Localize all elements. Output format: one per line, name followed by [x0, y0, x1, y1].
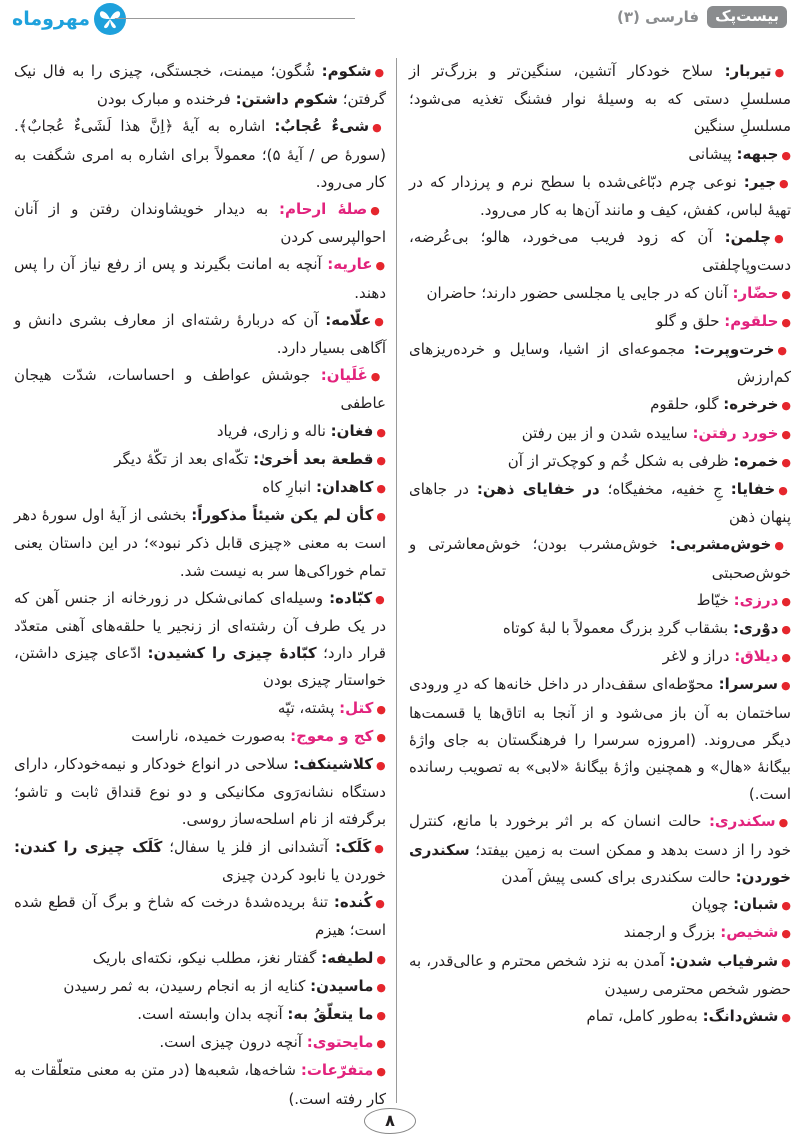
bullet-icon: ● [781, 455, 791, 469]
glossary-entry [409, 420, 791, 448]
column-divider [396, 58, 397, 1103]
bullet-icon: ● [376, 730, 386, 744]
entry-definition: آتشدانی از فلز یا سفال؛ [169, 837, 329, 856]
entry-term: خفایا: [730, 480, 776, 499]
entry-definition: پیشانی [688, 144, 732, 163]
glossary-entry [409, 671, 791, 808]
entry-definition: مجموعه‌ای از اشیا، وسایل و خرده‌ریزهای کم‌ارزش [409, 340, 791, 387]
entry-term: شرفیاب شدن: [669, 951, 779, 970]
entry-definition: به‌طور کامل، تمام [586, 1006, 698, 1025]
glossary-entry [14, 1057, 386, 1112]
entry-term: کأن لم یکن شیئاً مذکوراً: [191, 506, 374, 525]
entry-term: دوْری: [732, 619, 779, 638]
entry-term: کلاشینکف: [293, 755, 373, 774]
entry-definition: شاخه‌ها، شعبه‌ها (در متن به معنی متعلّقات به کار رفته است.) [14, 1061, 386, 1108]
entry-definition: سلاحی در انواع خودکار و نیمه‌خودکار، دارای دستگاه نشانه‌رَوی مکانیکی و دو نوع قنداق ثابت و تاشو؛ برگرفته از نام اسلحه‌ساز روسی. [14, 755, 386, 829]
entry-definition: آنچه درون چیزی است. [159, 1033, 302, 1052]
glossary-entry [409, 531, 791, 586]
glossary-entry [409, 643, 791, 671]
bullet-icon: ● [372, 121, 386, 135]
publisher-logo [12, 3, 126, 35]
entry-definition: حالت انسان که بر اثر برخورد با مانع، کنترل خود را از دست بدهد و ممکن است به زمین بیفتد؛ [409, 812, 791, 859]
glossary-entry [409, 891, 791, 919]
butterfly-icon [94, 3, 126, 35]
entry-term: شش‌دانگ: [702, 1006, 779, 1025]
entry-definition: گفتار نغز، مطلب نیکو، نکته‌ای باریک [92, 948, 317, 967]
glossary-column-left [14, 58, 386, 1113]
glossary-entry [14, 251, 386, 306]
bullet-icon: ● [375, 592, 386, 606]
entry-definition: آنچه به امانت بگیرند و پس از رفع نیاز آن را پس دهند. [14, 255, 386, 302]
glossary-entry [14, 695, 386, 723]
entry-definition: گلو، حلقوم [650, 395, 719, 414]
entry-definition: خیّاط [696, 590, 729, 609]
bullet-icon: ● [376, 1008, 386, 1022]
bullet-icon: ● [376, 510, 386, 524]
glossary-entry [409, 336, 791, 391]
glossary-entry [409, 141, 791, 169]
bullet-icon: ● [774, 539, 791, 553]
bullet-icon: ● [781, 399, 791, 413]
entry-definition: سلاح خودکار آتشین، سنگین‌تر و بزرگ‌تر از مسلسلِ دستی که به وسیلهٔ نوار فشنگ تغذیه می‌شود؛ مسلسلِ سنگین [409, 62, 791, 136]
bullet-icon: ● [781, 899, 791, 913]
glossary-entry [14, 446, 386, 474]
logo-text: مهروماه [12, 8, 91, 30]
entry-definition: آن که زود فریب می‌خورد، هالو؛ بی‌عُرضه، دست‌وپاچلفتی [409, 228, 791, 275]
entry-definition: دراز و لاغر [662, 647, 730, 666]
glossary-column-right [409, 58, 791, 1031]
entry-term: خمره: [733, 451, 779, 470]
entry-definition: اشاره به آیهٔ ﴿اِنَّ هذا لَشَیءٌ عُجابٌ﴾. (سورهٔ ص / آیهٔ ۵)؛ معمولاً برای اشاره به امری شگفت به کار می‌رود. [14, 117, 386, 191]
entry-definition: جِ خفیه، مخفیگاه؛ [607, 480, 723, 499]
bullet-icon: ● [781, 427, 791, 441]
glossary-entry [409, 169, 791, 224]
entry-term: ماسیدن: [310, 976, 374, 995]
entry-term: لطیفه: [321, 948, 374, 967]
glossary-entry [14, 502, 386, 585]
entry-term: کَلَک: [335, 837, 372, 856]
entry-term: متفرّعات: [300, 1061, 374, 1080]
glossary-entry [409, 615, 791, 643]
entry-subdefinition: خوردن یا نابود کردن چیزی [221, 865, 386, 884]
entry-subterm: در خفایای ذهن: [476, 480, 600, 499]
bullet-icon: ● [781, 315, 791, 329]
glossary-entry [14, 834, 386, 889]
glossary-entry [14, 751, 386, 834]
entry-definition: حلق و گلو [656, 311, 720, 330]
glossary-entry [14, 1001, 386, 1029]
bullet-icon: ● [374, 314, 386, 328]
entry-definition: شُگون؛ میمنت، خجستگی، چیزی را به فال نیک گرفتن؛ [14, 62, 386, 109]
entry-definition: به‌صورت خمیده، ناراست [131, 726, 286, 745]
entry-definition: نوعی چرم دبّاغی‌شده با سطح نرم و پرزدار که در تهیهٔ لباس، کفش، کیف و مانند آن‌ها به کار می‌رود. [409, 172, 791, 220]
bullet-icon: ● [376, 482, 386, 496]
entry-term: علّامه: [325, 310, 372, 329]
entry-term: شبان: [733, 895, 779, 914]
entry-definition: آنچه بدان وابسته است. [137, 1004, 283, 1023]
glossary-entry [409, 280, 791, 308]
book-title [617, 6, 787, 28]
bullet-icon: ● [376, 453, 386, 467]
entry-subterm: کبّادهٔ چیزی را کشیدن: [147, 644, 317, 663]
glossary-entry [14, 362, 386, 417]
bullet-icon: ● [376, 1037, 386, 1051]
glossary-entry [409, 476, 791, 531]
subject-title: فارسی (۳) [617, 8, 700, 26]
bullet-icon: ● [774, 232, 791, 246]
glossary-entry [14, 1029, 386, 1057]
entry-subdefinition: فرخنده و مبارک بودن [96, 90, 231, 109]
entry-definition: آنان که در جایی یا مجلسی حضور دارند؛ حاضران [426, 283, 728, 302]
entry-definition: بزرگ و ارجمند [623, 923, 716, 942]
bullet-icon: ● [376, 952, 386, 966]
header-divider [115, 18, 355, 19]
entry-term: کُنده: [333, 893, 373, 912]
glossary-entry [14, 585, 386, 695]
entry-definition: تنهٔ بریده‌شدهٔ درخت که شاخ و برگ آن قطع شده است؛ هیزم [14, 893, 386, 940]
glossary-entry [14, 113, 386, 196]
bullet-icon: ● [781, 287, 791, 301]
entry-term: کاهدان: [316, 478, 374, 497]
entry-term: کج و معوج: [290, 726, 374, 745]
entry-term: غَلَیان: [320, 366, 368, 385]
entry-term: شیءٌ عُجابٌ: [274, 117, 370, 136]
entry-definition: جوشش عواطف و احساسات، شدّت هیجان عاطفی [14, 366, 386, 413]
entry-definition: به دیدار خویشاوندان رفتن و از آنان احوالپرسی کردن [14, 200, 386, 247]
glossary-entry [14, 58, 386, 113]
entry-term: ما یتعلّقُ به: [287, 1004, 374, 1023]
entry-definition: آمدن به نزد شخص محترم و عالی‌قدر، به حضور شخص محترمی رسیدن [409, 951, 791, 998]
bullet-icon: ● [781, 927, 791, 941]
bullet-icon: ● [779, 176, 791, 190]
entry-term: تیربار: [724, 62, 772, 80]
entry-term: خورد رفتن: [692, 423, 779, 442]
entry-term: فغان: [330, 421, 374, 440]
bullet-icon: ● [780, 679, 791, 693]
entry-subdefinition: ادّعای چیزی داشتن، خواستار چیزی بودن [14, 644, 386, 690]
entry-definition: انبارِ کاه [262, 478, 312, 497]
bullet-icon: ● [781, 651, 791, 665]
glossary-entry [14, 196, 386, 251]
entry-subterm: شکوم داشتن: [235, 90, 338, 109]
series-badge: بیست‌پک [707, 6, 787, 28]
bullet-icon: ● [376, 425, 386, 439]
glossary-entry [409, 391, 791, 419]
bullet-icon: ● [376, 1065, 386, 1079]
bullet-icon: ● [774, 66, 791, 79]
entry-term: خرخره: [723, 395, 779, 414]
entry-definition: کنایه از به انجام رسیدن، به ثمر رسیدن [63, 976, 306, 995]
glossary-entry [409, 448, 791, 476]
glossary-entry [14, 973, 386, 1001]
bullet-icon: ● [376, 702, 386, 716]
entry-term: خرت‌وپرت: [693, 340, 775, 359]
entry-definition: پشته، تپّه [277, 698, 335, 717]
bullet-icon: ● [781, 148, 791, 162]
glossary-entry [409, 308, 791, 336]
entry-term: سکندری: [708, 812, 776, 831]
bullet-icon: ● [778, 484, 791, 498]
entry-term: درزی: [733, 590, 779, 609]
glossary-entry [409, 58, 791, 141]
glossary-entry [409, 224, 791, 279]
entry-term: دیلاق: [734, 647, 779, 666]
glossary-entry [14, 307, 386, 362]
bullet-icon: ● [375, 259, 386, 273]
glossary-entry [14, 889, 386, 944]
bullet-icon: ● [781, 594, 791, 608]
entry-term: حضّار: [732, 283, 779, 302]
entry-term: سرسرا: [718, 675, 778, 694]
bullet-icon: ● [370, 370, 386, 384]
glossary-entry [14, 418, 386, 446]
bullet-icon: ● [374, 841, 386, 855]
entry-term: کبّاده: [329, 588, 373, 607]
entry-definition: ناله و زاری، فریاد [216, 421, 326, 440]
bullet-icon: ● [781, 623, 791, 637]
bullet-icon: ● [370, 204, 386, 218]
entry-term: مایحتوی: [306, 1033, 374, 1052]
entry-definition: آن که دربارهٔ رشته‌ای از معارف بشری دانش و آگاهی بسیار دارد. [14, 310, 386, 358]
glossary-entry [14, 945, 386, 973]
entry-definition: تکّه‌ای بعد از تکّهٔ دیگر [114, 449, 249, 468]
entry-definition: بخشی از آیهٔ اول سورهٔ دهر است به معنی «چیزی قابل ذکر نبود»؛ در این داستان یعنی تمام خوراکی‌ها سر به نیست شد. [14, 506, 386, 580]
bullet-icon: ● [375, 897, 386, 911]
bullet-icon: ● [376, 980, 386, 994]
page-number: ۸ [364, 1108, 416, 1134]
entry-term: شخیص: [720, 923, 779, 942]
entry-subterm: کَلَک چیزی را کندن: [14, 837, 163, 856]
page-header [0, 0, 805, 40]
entry-subdefinition: حالت سکندری برای کسی پیش آمدن [501, 867, 731, 886]
entry-definition: محوّطه‌ای سقف‌دار در داخل خانه‌ها که درِ ورودی ساختمان به آن باز می‌شود و از آنجا به اتاق‌ها یا قسمت‌ها دیگر می‌روند. (امروزه سرسرا را فرهنگستان به جای واژهٔ بیگانهٔ «هال» و همچنین واژهٔ بیگانهٔ «لابی» به تصویب رسانده است.) [409, 675, 791, 804]
entry-term: چلمن: [724, 228, 772, 247]
entry-term: کتل: [339, 698, 374, 717]
entry-definition: ساییده شدن و از بین رفتن [521, 423, 688, 442]
bullet-icon: ● [781, 955, 792, 969]
glossary-entry [14, 723, 386, 751]
entry-term: جیر: [743, 172, 777, 191]
bullet-icon: ● [376, 759, 386, 773]
entry-subdefinition: در جاهای پنهان ذهن [409, 480, 791, 527]
entry-term: عاریه: [327, 255, 373, 274]
entry-definition: ظرفی به شکل خُم و کوچک‌تر از آن [507, 451, 729, 470]
entry-term: خوش‌مشربی: [669, 535, 772, 554]
entry-term: جبهه: [736, 144, 779, 163]
entry-subterm: سکندری خوردن: [409, 840, 791, 886]
entry-term: قطعة بعد أخریٰ: [253, 449, 374, 468]
bullet-icon: ● [778, 816, 791, 830]
entry-definition: چوپان [691, 895, 729, 914]
entry-term: صلهٔ ارحام: [279, 200, 368, 219]
entry-term: حلقوم: [724, 311, 779, 330]
glossary-entry [409, 948, 791, 1003]
bullet-icon: ● [374, 66, 386, 79]
entry-definition: خوش‌مشرب بودن؛ خوش‌معاشرتی و خوش‌صحبتی [409, 535, 791, 582]
entry-definition: بشقاب گردِ بزرگ معمولاً با لبهٔ کوتاه [502, 619, 729, 638]
glossary-entry [409, 587, 791, 615]
bullet-icon: ● [777, 344, 791, 358]
entry-definition: وسیله‌ای کمانی‌شکل در زورخانه از جنس آهن که در یک طرف آن رشته‌ای از زنجیر یا حلقه‌های آهنی متعدّد قرار دارد؛ [14, 588, 386, 663]
glossary-entry [409, 1003, 791, 1031]
glossary-entry [409, 808, 791, 891]
glossary-entry [409, 919, 791, 947]
bullet-icon: ● [781, 1010, 791, 1024]
entry-term: شکوم: [321, 62, 372, 80]
glossary-entry [14, 474, 386, 502]
